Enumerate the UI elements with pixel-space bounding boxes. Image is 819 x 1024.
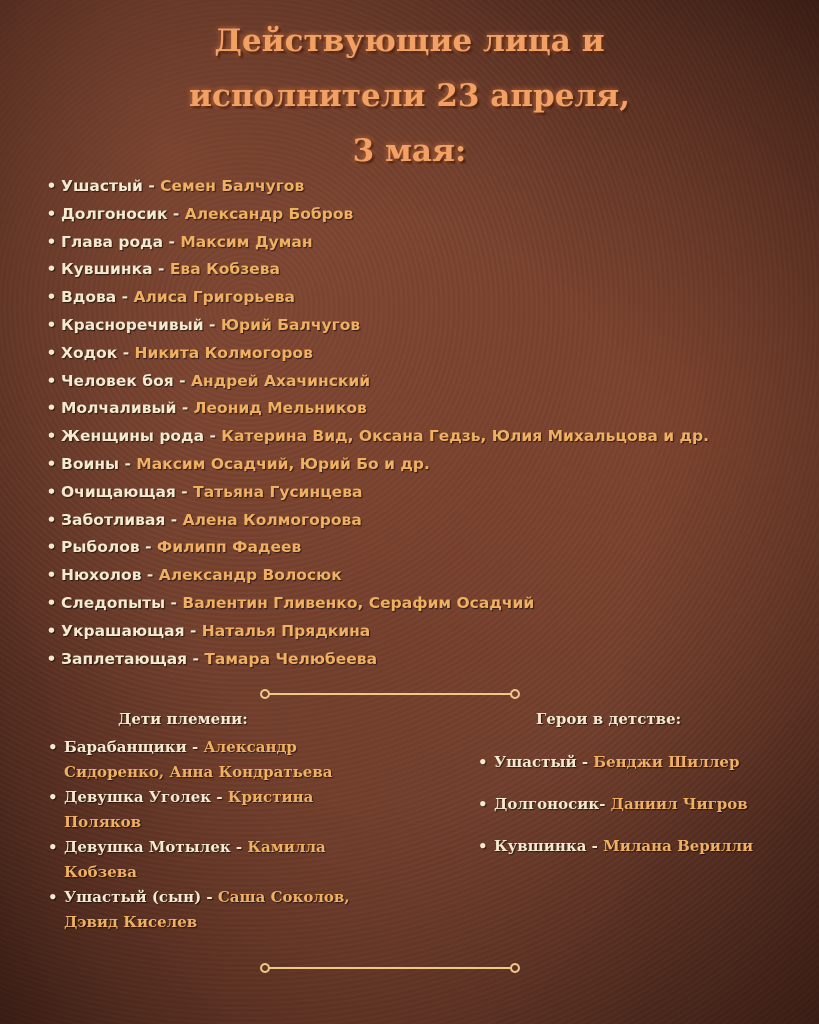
role-name: Молчаливый bbox=[61, 399, 177, 418]
actor-name: Даниил Чигров bbox=[610, 795, 748, 813]
separator: - bbox=[204, 427, 222, 446]
actor-name: Александр Волосюк bbox=[158, 566, 342, 585]
list-item bbox=[42, 618, 802, 646]
list-item bbox=[42, 284, 802, 312]
separator: - bbox=[119, 454, 137, 473]
separator: - bbox=[186, 738, 204, 756]
list-item bbox=[42, 229, 802, 257]
list-item bbox=[42, 562, 802, 590]
role-name: Красноречивый bbox=[61, 315, 204, 334]
separator: - bbox=[187, 649, 205, 668]
role-name: Кувшинка bbox=[494, 837, 587, 855]
separator: - bbox=[142, 177, 161, 195]
separator: - bbox=[203, 315, 221, 334]
actor-name: Ева Кобзева bbox=[169, 260, 281, 279]
actor-name: Катерина Вид, Оксана Гедзь, Юлия Михальцова и др. bbox=[221, 427, 710, 446]
list-item bbox=[42, 395, 802, 423]
list-item bbox=[42, 590, 802, 618]
list-item bbox=[42, 312, 802, 340]
actor-name: Валентин Гливенко, Серафим Осадчий bbox=[182, 593, 535, 612]
actor-name: Милана Верилли bbox=[603, 837, 754, 855]
ornament-divider-bottom bbox=[262, 963, 518, 973]
list-item bbox=[42, 368, 802, 396]
list-item bbox=[48, 835, 378, 885]
role-name: Ушастый (сын) bbox=[64, 888, 202, 906]
separator: - bbox=[117, 343, 135, 362]
role-name: Человек боя bbox=[61, 371, 174, 390]
actor-name: Камилла Кобзева bbox=[64, 838, 326, 881]
separator: - bbox=[165, 510, 183, 529]
actor-name: Наталья Прядкина bbox=[201, 621, 371, 640]
separator: - bbox=[599, 795, 611, 813]
separator: - bbox=[576, 753, 594, 771]
role-name: Очищающая bbox=[61, 482, 176, 501]
separator: - bbox=[139, 538, 157, 557]
role-name: Ушастый bbox=[61, 177, 143, 195]
role-name: Воины bbox=[61, 454, 120, 473]
role-name: Заплетающая bbox=[61, 649, 188, 668]
actor-name: Тамара Челюбеева bbox=[204, 649, 378, 668]
actor-name: Саша Соколов, Дэвид Киселев bbox=[64, 888, 350, 931]
actor-name: Татьяна Гусинцева bbox=[193, 482, 363, 501]
list-item bbox=[48, 785, 378, 835]
list-item bbox=[478, 750, 808, 792]
children-list bbox=[48, 735, 378, 935]
separator: - bbox=[116, 288, 134, 307]
children-heading: Дети племени: bbox=[118, 710, 248, 728]
separator: - bbox=[167, 204, 185, 223]
list-item bbox=[42, 173, 802, 201]
role-name: Девушка Уголек bbox=[64, 788, 212, 806]
actor-name: Филипп Фадеев bbox=[156, 538, 302, 557]
actor-name: Бенджи Шиллер bbox=[593, 753, 740, 771]
actor-name: Никита Колмогоров bbox=[134, 343, 313, 362]
role-name: Нюхолов bbox=[61, 566, 142, 585]
role-name: Следопыты bbox=[61, 593, 166, 612]
separator: - bbox=[141, 566, 159, 585]
list-item bbox=[42, 423, 802, 451]
list-item bbox=[42, 507, 802, 535]
role-name: Глава рода bbox=[61, 232, 164, 251]
role-name: Кувшинка bbox=[61, 260, 153, 279]
actor-name: Юрий Балчугов bbox=[220, 315, 361, 334]
role-name: Женщины рода bbox=[61, 427, 205, 446]
role-name: Заботливая bbox=[61, 510, 166, 529]
list-item bbox=[42, 256, 802, 284]
list-item bbox=[42, 201, 802, 229]
role-name: Барабанщики bbox=[64, 738, 187, 756]
list-item bbox=[478, 834, 808, 876]
list-item bbox=[48, 885, 378, 935]
cast-list bbox=[42, 173, 802, 673]
title-line-2: исполнители 23 апреля, bbox=[188, 78, 630, 114]
list-item bbox=[42, 451, 802, 479]
separator: - bbox=[201, 888, 218, 906]
separator: - bbox=[165, 593, 183, 612]
title-line-3: 3 мая: bbox=[352, 133, 467, 169]
actor-name: Алиса Григорьева bbox=[133, 288, 295, 307]
page-title bbox=[0, 14, 819, 179]
separator: - bbox=[586, 837, 604, 855]
separator: - bbox=[184, 621, 202, 640]
role-name: Вдова bbox=[61, 288, 117, 307]
actor-name: Максим Осадчий, Юрий Бо и др. bbox=[136, 454, 430, 473]
ornament-divider-top bbox=[262, 689, 518, 699]
separator: - bbox=[163, 232, 181, 251]
separator: - bbox=[173, 371, 191, 390]
actor-name: Максим Думан bbox=[180, 232, 313, 251]
list-item bbox=[42, 340, 802, 368]
separator: - bbox=[230, 838, 248, 856]
heroes-list bbox=[478, 750, 808, 876]
role-name: Украшающая bbox=[61, 621, 185, 640]
list-item bbox=[42, 646, 802, 674]
list-item bbox=[42, 479, 802, 507]
role-name: Долгоносик bbox=[494, 795, 600, 813]
role-name: Девушка Мотылек bbox=[64, 838, 231, 856]
separator: - bbox=[176, 399, 194, 418]
separator: - bbox=[152, 260, 170, 279]
actor-name: Леонид Мельников bbox=[193, 399, 367, 418]
list-item bbox=[42, 534, 802, 562]
actor-name: Кристина Поляков bbox=[64, 788, 314, 831]
title-line-1: Действующие лица и bbox=[214, 23, 605, 59]
list-item bbox=[48, 735, 378, 785]
list-item bbox=[478, 792, 808, 834]
heroes-heading: Герои в детстве: bbox=[536, 710, 682, 728]
role-name: Рыболов bbox=[61, 538, 140, 557]
separator: - bbox=[175, 482, 194, 501]
role-name: Ушастый bbox=[494, 753, 577, 771]
role-name: Долгоносик bbox=[61, 204, 168, 223]
role-name: Ходок bbox=[61, 343, 118, 362]
actor-name: Александр Сидоренко, Анна Кондратьева bbox=[64, 738, 333, 781]
actor-name: Александр Бобров bbox=[184, 204, 354, 223]
actor-name: Андрей Ахачинский bbox=[190, 371, 371, 390]
actor-name: Алена Колмогорова bbox=[182, 510, 362, 529]
actor-name: Семен Балчугов bbox=[160, 177, 305, 195]
separator: - bbox=[211, 788, 228, 806]
